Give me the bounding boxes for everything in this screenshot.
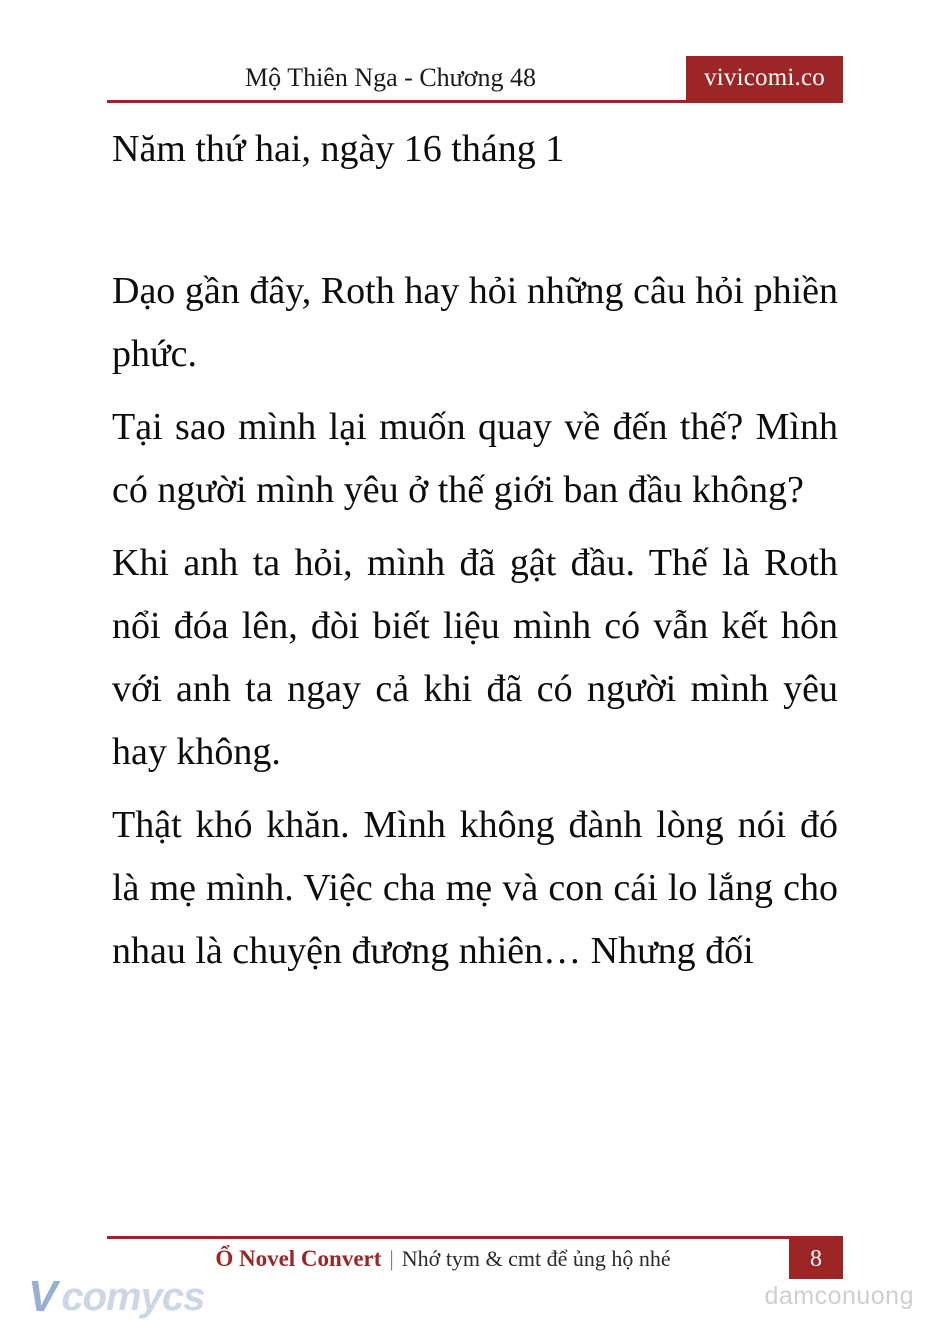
footer-note: Nhớ tym & cmt để ủng hộ nhé <box>401 1246 671 1271</box>
footer-separator: | <box>389 1246 394 1271</box>
watermark-bottom-right: damconuong <box>764 1282 914 1310</box>
page-number: 8 <box>789 1239 843 1279</box>
footer-credit <box>107 1239 789 1279</box>
footer-brand: Ổ Novel Convert <box>215 1246 382 1271</box>
body-paragraph-4: Thật khó khăn. Mình không đành lòng nói đó là mẹ mình. Việc cha mẹ và con cái lo lắng cho nhau là chuyện đương nhiên… Nhưng đối <box>112 804 838 973</box>
header-divider <box>107 100 843 103</box>
body-paragraph-3: Khi anh ta hỏi, mình đã gật đầu. Thế là Roth nổi đóa lên, đòi biết liệu mình có vẫn kết hôn với anh ta ngay cả khi đã có người mình yêu hay không. <box>112 541 838 774</box>
watermark-logo-letter: V <box>28 1272 58 1321</box>
page-footer <box>107 1236 843 1279</box>
body-paragraph-2: Tại sao mình lại muốn quay về đến thế? Mình có người mình yêu ở thế giới ban đầu không? <box>112 405 838 511</box>
body-paragraph-1: Dạo gần đây, Roth hay hỏi những câu hỏi phiền phức. <box>112 269 838 375</box>
page-content <box>112 126 838 983</box>
watermark-logo-text: comycs <box>61 1275 205 1319</box>
page-title: Năm thứ hai, ngày 16 tháng 1 <box>112 128 565 170</box>
watermark-bottom-left <box>28 1269 205 1325</box>
page-header <box>107 56 843 100</box>
header-site-brand: vivicomi.co <box>686 56 843 100</box>
header-title: Mộ Thiên Nga - Chương 48 <box>245 63 536 92</box>
